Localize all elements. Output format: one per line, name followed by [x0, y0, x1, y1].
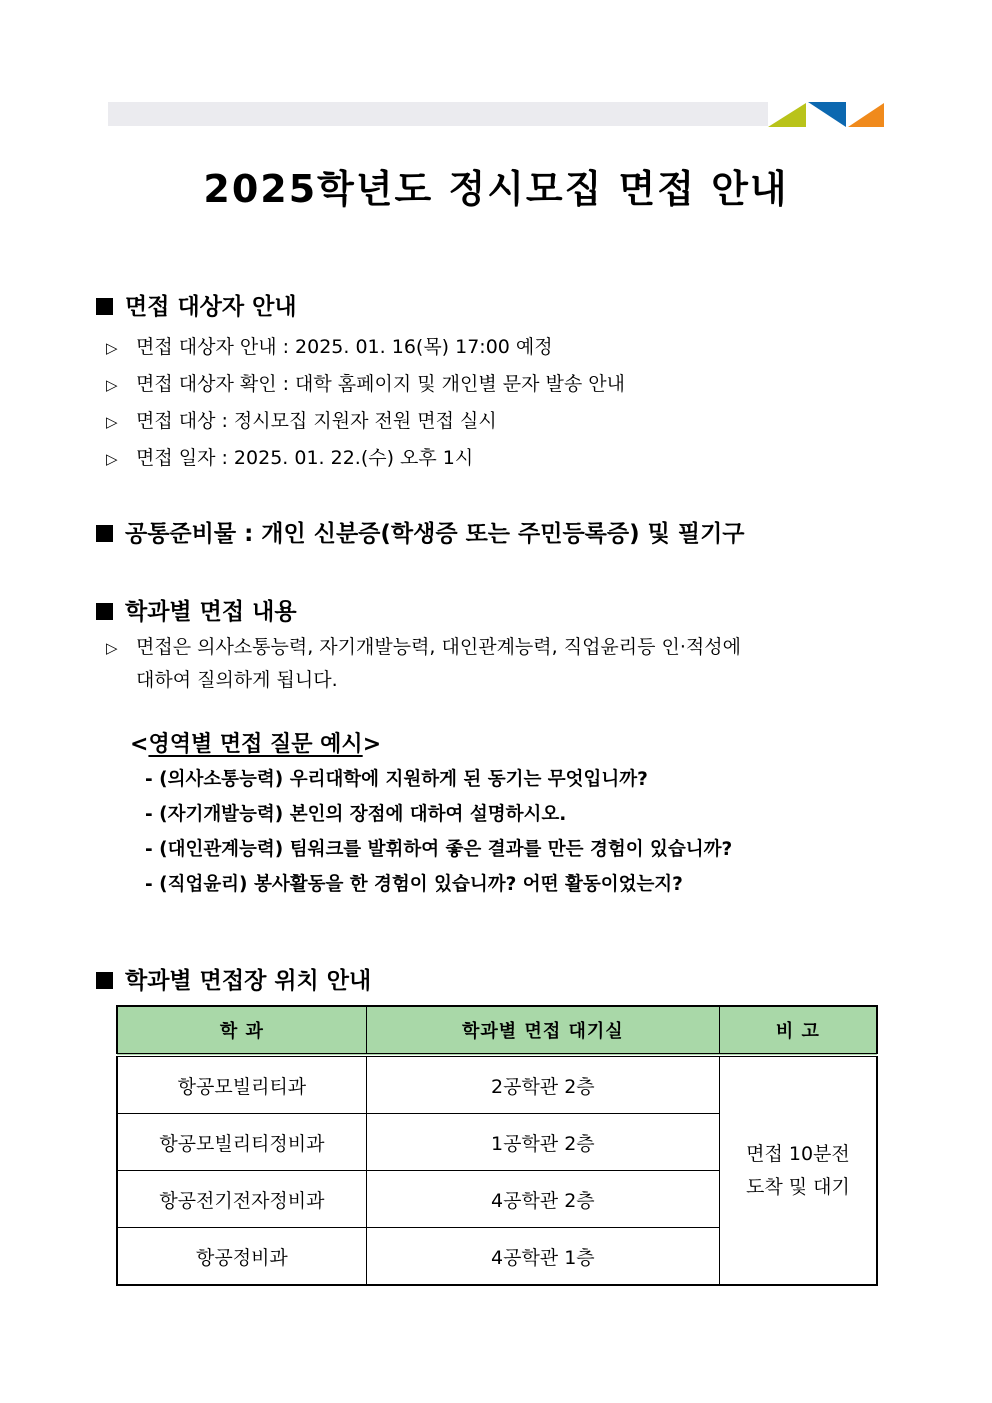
table-header-row	[117, 1006, 877, 1055]
triangle-bullet-icon: ▷	[106, 339, 118, 357]
room-cell: 4공학관 1층	[366, 1228, 719, 1286]
deco-blue-triangle	[808, 102, 846, 127]
dept-cell: 항공전기전자정비과	[117, 1171, 366, 1228]
section-heading: 학과별 면접장 위치 안내	[96, 962, 371, 995]
list-item: ▷ 면접 일자 : 2025. 01. 22.(수) 오후 1시	[106, 447, 474, 469]
header-bar	[108, 102, 768, 126]
square-bullet-icon	[96, 972, 113, 989]
list-item: ▷ 면접 대상자 확인 : 대학 홈페이지 및 개인별 문자 발송 안내	[106, 373, 625, 395]
column-header: 학 과	[117, 1006, 366, 1055]
table-row	[117, 1055, 877, 1114]
column-header: 비 고	[719, 1006, 877, 1055]
page-title: 2025학년도 정시모집 면접 안내	[203, 167, 789, 211]
square-bullet-icon	[96, 525, 113, 542]
column-header: 학과별 면접 대기실	[366, 1006, 719, 1055]
list-item: ▷ 면접 대상자 안내 : 2025. 01. 16(목) 17:00 예정	[106, 336, 553, 358]
deco-green-triangle	[768, 103, 806, 127]
list-item: ▷ 면접 대상 : 정시모집 지원자 전원 면접 실시	[106, 410, 497, 432]
triangle-bullet-icon: ▷	[106, 450, 118, 468]
section-heading: 면접 대상자 안내	[96, 288, 297, 321]
dept-cell: 항공모빌리티과	[117, 1055, 366, 1114]
example-question: - (직업윤리) 봉사활동을 한 경험이 있습니까? 어떤 활동이었는지?	[145, 874, 683, 895]
deco-orange-triangle	[848, 103, 884, 127]
triangle-bullet-icon: ▷	[106, 639, 118, 657]
room-cell: 4공학관 2층	[366, 1171, 719, 1228]
room-cell: 2공학관 2층	[366, 1055, 719, 1114]
square-bullet-icon	[96, 603, 113, 620]
triangle-bullet-icon: ▷	[106, 376, 118, 394]
triangle-bullet-icon: ▷	[106, 413, 118, 431]
square-bullet-icon	[96, 298, 113, 315]
location-table	[116, 1005, 878, 1286]
examples-heading: <영역별 면접 질문 예시>	[130, 732, 382, 757]
example-question: - (의사소통능력) 우리대학에 지원하게 된 동기는 무엇입니까?	[145, 769, 648, 790]
header-decoration	[766, 101, 886, 129]
list-item: ▷ 면접은 의사소통능력, 자기개발능력, 대인관계능력, 직업윤리등 인·적성에	[106, 636, 741, 658]
section-heading: 공통준비물 : 개인 신분증(학생증 또는 주민등록증) 및 필기구	[96, 515, 745, 548]
dept-cell: 항공정비과	[117, 1228, 366, 1286]
example-question: - (자기개발능력) 본인의 장점에 대하여 설명하시오.	[145, 804, 567, 825]
room-cell: 1공학관 2층	[366, 1114, 719, 1171]
section-heading: 학과별 면접 내용	[96, 593, 297, 626]
list-item-continuation: 대하여 질의하게 됩니다.	[136, 669, 338, 691]
example-question: - (대인관계능력) 팀워크를 발휘하여 좋은 결과를 만든 경험이 있습니까?	[145, 839, 733, 860]
note-cell: 면접 10분전 도착 및 대기	[719, 1055, 877, 1285]
dept-cell: 항공모빌리티정비과	[117, 1114, 366, 1171]
